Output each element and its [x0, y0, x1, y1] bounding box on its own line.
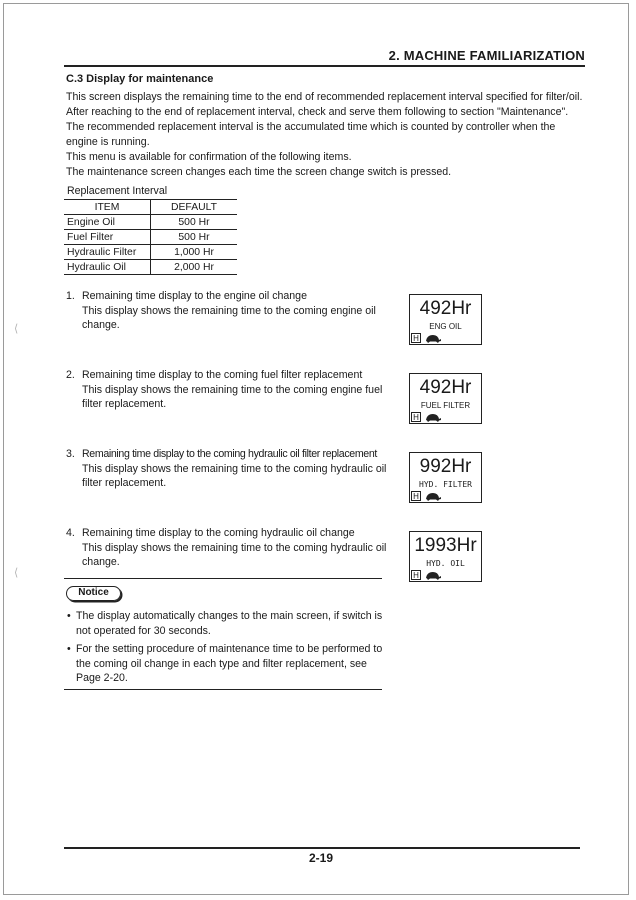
intro-text [66, 90, 588, 180]
list-item-fuel-filter [66, 368, 396, 412]
notice-badge: Notice [66, 586, 121, 601]
lcd-display-hydraulic-filter [409, 452, 482, 503]
item-number: 1. [66, 290, 75, 302]
display-label: HYD. OIL [426, 559, 465, 568]
bullet: • [67, 610, 71, 622]
remaining-hours: 1993Hr [414, 535, 477, 556]
display-label: FUEL FILTER [420, 401, 471, 410]
turtle-icon [424, 571, 442, 580]
intro-paragraph: The recommended replacement interval is the accumulated time which is counted by controller when the engine is running. [66, 121, 556, 148]
replacement-interval-table [64, 199, 237, 275]
table-cell-default: 2,000 Hr [151, 260, 238, 275]
item-description: This display shows the remaining time to the coming engine fuel filter replacement. [82, 383, 383, 410]
turtle-icon [424, 413, 442, 422]
intro-paragraph: The maintenance screen changes each time the screen change switch is pressed. [66, 166, 452, 178]
chapter-title: 2. MACHINE FAMILIARIZATION [388, 48, 585, 63]
list-item-hydraulic-filter [66, 447, 396, 491]
bullet: • [67, 643, 71, 655]
item-heading: Remaining time display to the coming fuel filter replacement [82, 369, 363, 381]
display-label: HYD. FILTER [419, 480, 472, 489]
mode-indicator: H [411, 412, 421, 422]
lcd-display-engine-oil [409, 294, 482, 345]
remaining-hours: 492Hr [419, 298, 472, 319]
mode-indicator: H [411, 491, 421, 501]
item-number: 3. [66, 448, 75, 460]
column-header-default: DEFAULT [151, 200, 238, 215]
item-heading: Remaining time display to the coming hydraulic oil filter replacement [82, 448, 377, 460]
scan-mark: ⟨ [14, 323, 19, 335]
item-heading: Remaining time display to the coming hydraulic oil change [82, 527, 355, 539]
item-heading: Remaining time display to the engine oil change [82, 290, 307, 302]
item-number: 2. [66, 369, 75, 381]
list-item-hydraulic-oil [66, 526, 396, 570]
list-item [66, 609, 384, 638]
table-cell-item: Hydraulic Oil [64, 260, 151, 275]
scan-mark: ⟨ [14, 567, 19, 579]
turtle-icon [424, 492, 442, 501]
list-item-engine-oil [66, 289, 396, 333]
lcd-display-hydraulic-oil [409, 531, 482, 582]
mode-indicator: H [411, 570, 421, 580]
lcd-display-fuel-filter [409, 373, 482, 424]
intro-paragraph: This screen displays the remaining time to the end of recommended replacement interval specified for filter/oil. After reaching to the end of replacement interval, check and serve them following to section "Maintenance". [66, 91, 583, 118]
table-cell-default: 500 Hr [151, 230, 238, 245]
table-cell-default: 500 Hr [151, 215, 238, 230]
table-cell-item: Hydraulic Filter [64, 245, 151, 260]
table-caption: Replacement Interval [67, 185, 168, 197]
table-cell-item: Fuel Filter [64, 230, 151, 245]
notice-top-rule [64, 578, 382, 579]
item-description: This display shows the remaining time to the coming hydraulic oil filter replacement. [82, 462, 387, 489]
table-row [64, 230, 237, 245]
note-text: For the setting procedure of maintenance time to be performed to the coming oil change in each type and filter replacement, see Page 2-20. [76, 643, 383, 684]
item-description: This display shows the remaining time to the coming engine oil change. [82, 304, 376, 331]
item-number: 4. [66, 527, 75, 539]
table-row [64, 215, 237, 230]
remaining-hours: 992Hr [419, 456, 472, 477]
table-header-row [64, 200, 237, 215]
turtle-icon [424, 334, 442, 343]
list-item [66, 642, 384, 686]
column-header-item: ITEM [64, 200, 151, 215]
note-text: The display automatically changes to the main screen, if switch is not operated for 30 seconds. [76, 610, 383, 637]
footer-rule [64, 847, 580, 849]
display-label: ENG OIL [429, 322, 462, 331]
notice-bottom-rule [64, 689, 382, 690]
section-title: C.3 Display for maintenance [66, 73, 214, 85]
header-rule [64, 65, 585, 67]
table-cell-default: 1,000 Hr [151, 245, 238, 260]
item-description: This display shows the remaining time to the coming hydraulic oil change. [82, 541, 387, 568]
table-row [64, 245, 237, 260]
table-cell-item: Engine Oil [64, 215, 151, 230]
intro-paragraph: This menu is available for confirmation of the following items. [66, 151, 352, 163]
page-number: 2-19 [308, 851, 334, 865]
table-row [64, 260, 237, 275]
mode-indicator: H [411, 333, 421, 343]
remaining-hours: 492Hr [419, 377, 472, 398]
notice-notes [66, 609, 384, 690]
